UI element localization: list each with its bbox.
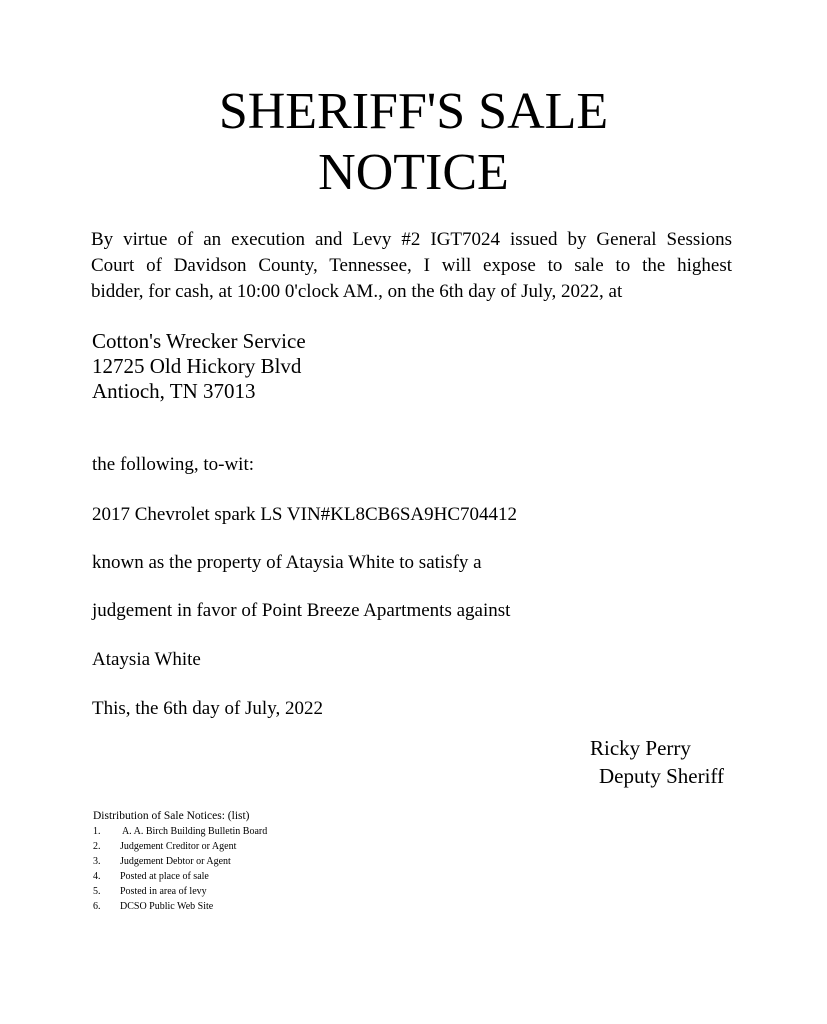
to-wit-text: the following, to-wit: [92,454,255,475]
signature-title: Deputy Sheriff [599,764,725,788]
intro-line: By virtue of an execution and Levy #2 IGT7024 issued by General Sessions [91,229,732,250]
intro-line: Court of Davidson County, Tennessee, I will expose to sale to the highest [91,255,732,276]
distribution-item [93,824,267,839]
distribution-item-number: 3. [93,856,101,867]
distribution-item-label: DCSO Public Web Site [120,901,214,912]
location-city: Antioch, TN 37013 [92,379,256,403]
sale-location-address [92,329,306,404]
distribution-item-label: Posted at place of sale [120,871,209,882]
intro-paragraph [91,227,732,305]
distribution-item-number: 5. [93,886,101,897]
distribution-item [93,899,267,914]
distribution-item-number: 4. [93,871,101,882]
judgement-text: judgement in favor of Point Breeze Apartments against [92,600,511,621]
debtor-name: Ataysia White [92,649,201,670]
distribution-items [93,824,267,914]
location-name: Cotton's Wrecker Service [92,329,306,353]
vehicle-description: 2017 Chevrolet spark LS VIN#KL8CB6SA9HC704412 [92,504,518,525]
location-street: 12725 Old Hickory Blvd [92,354,302,378]
distribution-list [93,809,267,914]
property-owner-text: known as the property of Ataysia White to satisfy a [92,552,482,573]
distribution-item-label: A. A. Birch Building Bulletin Board [120,826,268,837]
distribution-item [93,884,267,899]
signature-name: Ricky Perry [590,736,691,760]
distribution-item-label: Judgement Creditor or Agent [120,841,237,852]
intro-line: bidder, for cash, at 10:00 0'clock AM., on the 6th day of July, 2022, at [91,281,623,302]
distribution-item [93,839,267,854]
dated-line: This, the 6th day of July, 2022 [92,698,323,719]
distribution-item-number: 1. [93,826,101,837]
distribution-item-number: 6. [93,901,101,912]
notice-title-line-2: NOTICE [318,144,509,201]
distribution-item-label: Judgement Debtor or Agent [120,856,231,867]
distribution-title: Distribution of Sale Notices: (list) [93,810,250,822]
notice-title-line-1: SHERIFF'S SALE [218,83,609,140]
distribution-item [93,854,267,869]
distribution-item-label: Posted in area of levy [120,886,207,897]
distribution-item [93,869,267,884]
distribution-item-number: 2. [93,841,101,852]
